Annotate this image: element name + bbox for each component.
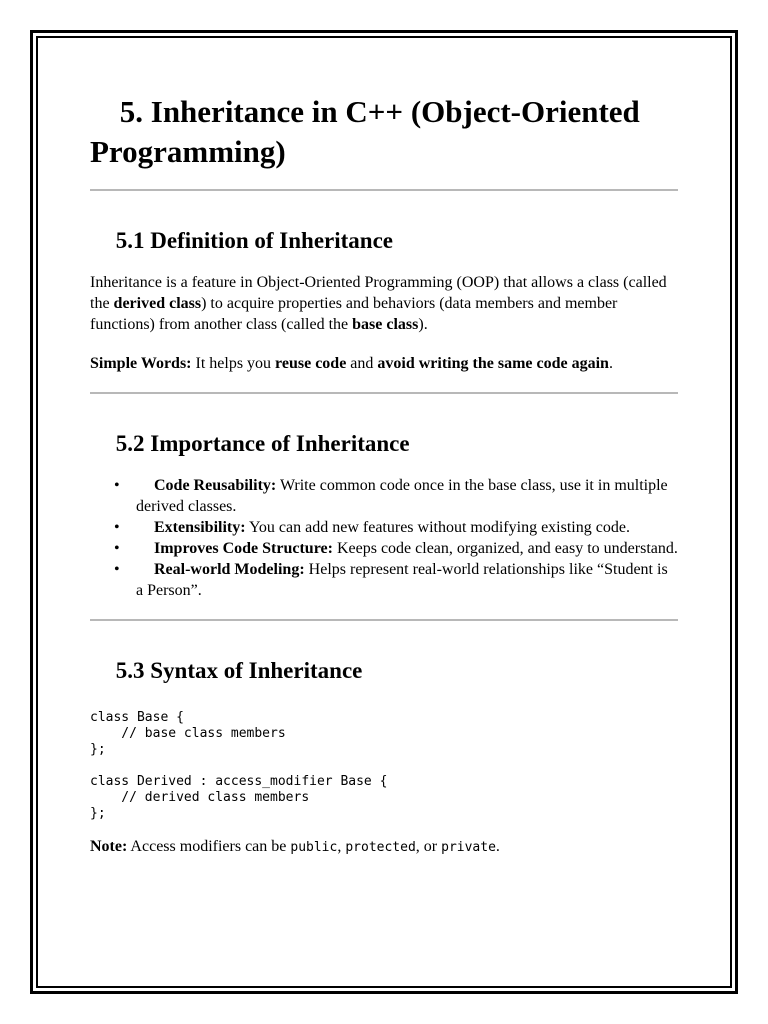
bullet-icon: • [114, 540, 120, 557]
list-item-text: You can add new features without modifying existing code. [245, 519, 630, 536]
page-title [90, 92, 678, 172]
section-heading-text: 5.1 Definition of Inheritance [115, 228, 394, 253]
list-item [90, 538, 678, 559]
bullet-icon: • [114, 477, 120, 494]
emphasis-text: avoid writing the same code again [377, 355, 609, 372]
list-item-text: Write common code once in the base class, use it in multiple derived classes. [136, 477, 668, 515]
text-run: . [608, 355, 613, 372]
list-item-text: Keeps code clean, organized, and easy to understand. [332, 540, 678, 557]
divider [90, 392, 678, 394]
text-run: Access modifiers can be [127, 838, 291, 855]
importance-list [90, 475, 678, 601]
inline-code: private [441, 840, 496, 855]
list-item-term: Improves Code Structure: [154, 540, 333, 557]
text-run: , [337, 838, 346, 855]
bullet-icon: • [114, 561, 120, 578]
text-run: . [495, 838, 500, 855]
list-item-term: Real-world Modeling: [154, 561, 305, 578]
list-item [90, 559, 678, 601]
inline-code: public [290, 840, 338, 855]
list-item [90, 475, 678, 517]
bullet-icon: • [114, 519, 120, 536]
term-base-class: base class [352, 316, 419, 333]
list-item-term: Extensibility: [154, 519, 246, 536]
list-item [90, 517, 678, 538]
list-item-term: Code Reusability: [154, 477, 277, 494]
divider [90, 619, 678, 621]
note-label: Note: [90, 838, 128, 855]
list-item-text: Helps represent real-world relationships like “Student is a Person”. [136, 561, 668, 599]
text-run: ). [418, 316, 428, 333]
text-run: Inheritance is a feature in Object-Oriented Programming (OOP) that allows a class (called the [90, 274, 667, 312]
section-heading-syntax [90, 657, 678, 685]
code-block-base: class Base { // base class members }; [90, 710, 286, 757]
note-paragraph [90, 836, 678, 858]
emphasis-text: reuse code [275, 355, 347, 372]
divider [90, 189, 678, 191]
document-content [90, 92, 678, 858]
text-run: and [346, 355, 378, 372]
inline-code: protected [345, 840, 416, 855]
term-derived-class: derived class [113, 295, 202, 312]
section-heading-definition [90, 227, 678, 255]
text-run: ) to acquire properties and behaviors (data members and member functions) from another class (called the [90, 295, 618, 333]
page-title-text: 5. Inheritance in C++ (Object-Oriented Programming) [90, 94, 640, 169]
section-heading-text: 5.2 Importance of Inheritance [115, 431, 410, 456]
code-block-derived: class Derived : access_modifier Base { // derived class members }; [90, 774, 388, 821]
section-heading-importance [90, 430, 678, 458]
text-run: , or [415, 838, 442, 855]
simple-words-paragraph [90, 353, 678, 374]
section-heading-text: 5.3 Syntax of Inheritance [115, 658, 363, 683]
simple-words-label: Simple Words: [90, 355, 192, 372]
text-run: It helps you [191, 355, 276, 372]
definition-paragraph [90, 272, 678, 335]
